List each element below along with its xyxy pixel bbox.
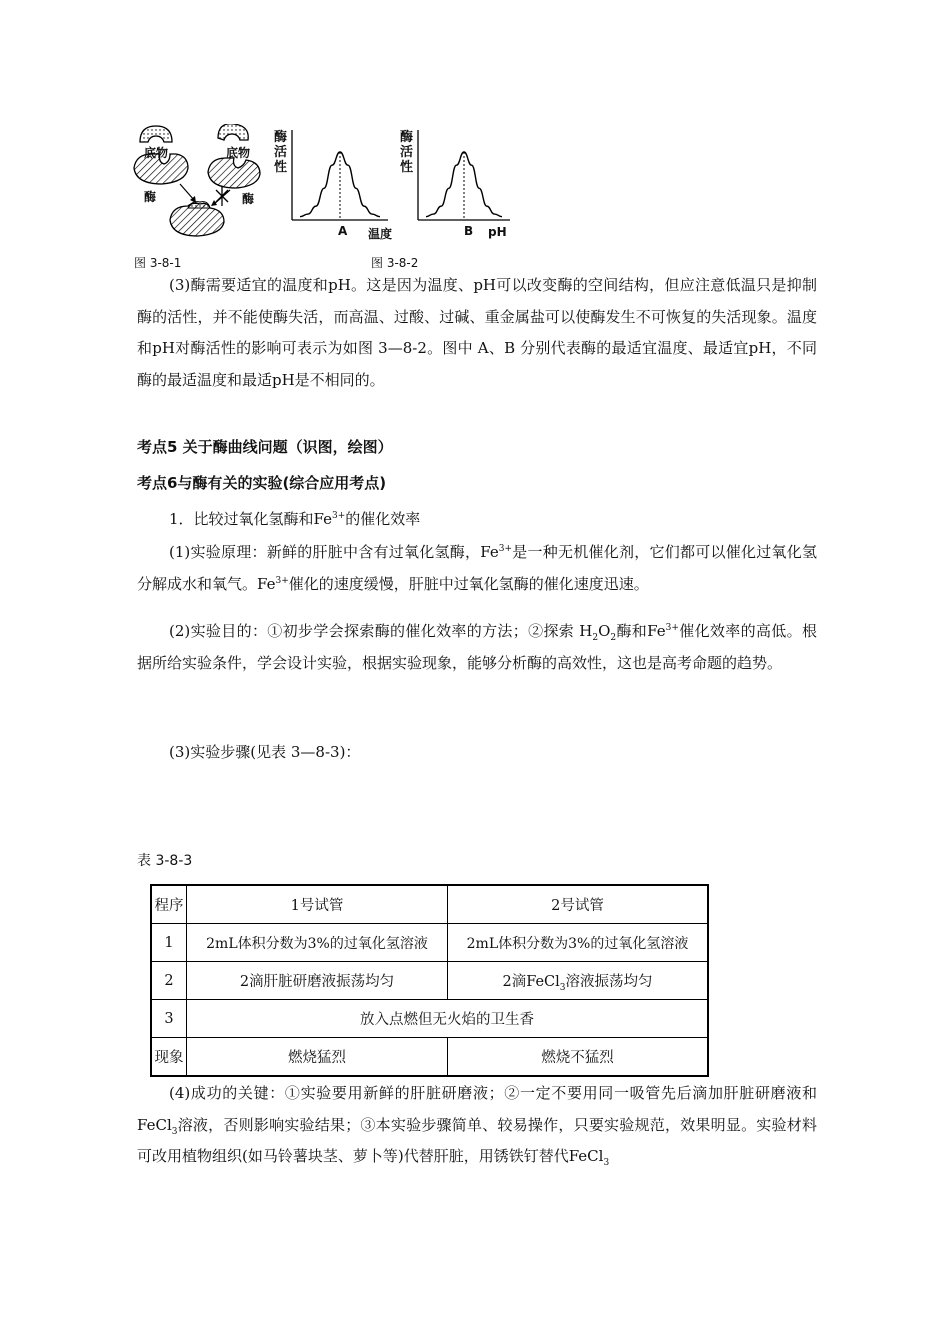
ylabel-chart-2: 酶活性 <box>400 130 414 175</box>
table-cell: 3 <box>151 1000 187 1038</box>
key-sub-1: 3 <box>171 1126 178 1137</box>
principle-text-c: 催化的速度缓慢，肝脏中过氧化氢酶的催化速度迅速。 <box>288 574 649 593</box>
purpose-sup-1: 3+ <box>665 623 679 633</box>
enzyme-label-1: 酶 <box>144 190 157 204</box>
substrate-shape-1 <box>140 126 172 142</box>
key-sub-2: 3 <box>603 1158 610 1168</box>
table-cell: 2 <box>151 962 187 1000</box>
table-cell: 放入点燃但无火焰的卫生香 <box>187 1000 709 1038</box>
principle-sup-1: 3+ <box>498 544 512 554</box>
xlabel-ph: pH <box>488 225 507 239</box>
paragraph-steps-intro <box>137 737 817 769</box>
purpose-sub-1: 2 <box>592 633 599 643</box>
item-1-title-text: 1．比较过氧化氢酶和Fe <box>169 510 333 528</box>
principle-sup-2: 3+ <box>275 575 289 586</box>
paragraph-purpose <box>137 616 817 679</box>
peak-label-a: A <box>338 224 348 238</box>
chart-ph <box>418 130 510 220</box>
enzyme-shape-2 <box>208 158 260 188</box>
xlabel-temperature: 温度 <box>368 227 393 241</box>
table-cell: 燃烧不猛烈 <box>448 1038 709 1077</box>
purpose-sub-2: 2 <box>610 633 617 643</box>
item-1-sup: 3+ <box>332 511 346 521</box>
purpose-text-d: 催化效率的高低。根据所给实验条件，学会设计实验，根据实验现象，能够分析酶的高效性，这也是高考命题的趋势。 <box>137 622 817 672</box>
table-cell: 现象 <box>151 1038 187 1077</box>
figure-caption-3-8-1: 图 3-8-1 <box>134 256 182 270</box>
table-cell: 2滴肝脏研磨液振荡均匀 <box>187 962 448 1000</box>
substrate-label-1: 底物 <box>144 146 169 160</box>
paragraph-3-temperature-ph <box>137 270 817 396</box>
figure-caption-3-8-2: 图 3-8-2 <box>371 256 419 270</box>
table-title: 表 3-8-3 <box>137 853 193 869</box>
table-cell: 燃烧猛烈 <box>187 1038 448 1077</box>
steps-intro-text: (3)实验步骤(见表 3—8-3)： <box>169 743 361 761</box>
table-row <box>151 1038 708 1077</box>
table-cell: 程序 <box>151 885 187 924</box>
fecl3-tail: 溶液振荡均匀 <box>565 974 653 990</box>
substrate-shape-2 <box>218 124 248 140</box>
figure-3-8-2 <box>272 126 512 244</box>
purpose-text-b: O <box>598 622 611 640</box>
principle-text-a: (1)实验原理：新鲜的肝脏中含有过氧化氢酶，Fe <box>169 543 499 561</box>
paragraph-principle <box>137 537 817 600</box>
purpose-text-c: 酶和Fe <box>616 622 666 640</box>
table-cell: 2号试管 <box>448 885 709 924</box>
table-cell: 2mL体积分数为3%的过氧化氢溶液 <box>187 924 448 962</box>
ylabel-chart-1: 酶活性 <box>274 130 288 175</box>
principle-text-b: 是一种无机催化剂，它们都可以催化过氧化氢分解成水和氧气。Fe <box>137 543 817 593</box>
experiment-steps-table <box>150 884 709 1077</box>
peak-label-b: B <box>464 224 474 238</box>
table-cell: 2mL体积分数为3%的过氧化氢溶液 <box>448 924 709 962</box>
heading-kaodian-5: 考点5 关于酶曲线问题（识图，绘图） <box>137 438 393 456</box>
purpose-text-a: (2)实验目的：①初步学会探索酶的催化效率的方法；②探索 H <box>169 622 593 640</box>
arrow-1 <box>180 184 194 200</box>
chart-temperature <box>292 130 388 220</box>
table-row <box>151 962 708 1000</box>
table-row <box>151 1000 708 1038</box>
fecl3-text: 2滴FeCl <box>502 974 560 990</box>
key-text-a: (4)成功的关键：①实验要用新鲜的肝脏研磨液；②一定不要用同一吸管先后滴加肝脏研磨液和FeCl <box>137 1084 817 1134</box>
paragraph-3-text: (3)酶需要适宜的温度和pH。这是因为温度、pH可以改变酶的空间结构，但应注意低温只是抑制酶的活性，并不能使酶失活，而高温、过酸、过碱、重金属盐可以使酶发生不可恢复的失活现象。温度和pH对酶活性的影响可表示为如图 3—8-2。图中 A、B 分别代表酶的最适宜温度、最适宜pH，不同酶的最适温度和最适pH是不相同的。 <box>137 276 817 389</box>
key-text-b: 溶液，否则影响实验结果；③本实验步骤简单、较易操作，只要实验规范，效果明显。实验材料可改用植物组织(如马铃薯块茎、萝卜等)代替肝脏，用锈铁钉替代FeCl <box>137 1115 817 1165</box>
enzyme-label-2: 酶 <box>242 192 255 206</box>
table-cell: 1 <box>151 924 187 962</box>
table-row <box>151 924 708 962</box>
substrate-label-2: 底物 <box>226 146 251 160</box>
table-cell <box>448 962 709 1000</box>
table-cell: 1号试管 <box>187 885 448 924</box>
table-header-row <box>151 885 708 924</box>
fecl3-sub: 3 <box>559 982 566 993</box>
item-1-title-tail: 的催化效率 <box>345 510 421 528</box>
item-1-title <box>137 504 817 536</box>
figure-3-8-1 <box>130 124 270 244</box>
bound-substrate <box>188 202 210 208</box>
heading-kaodian-6: 考点6与酶有关的实验(综合应用考点) <box>137 474 387 492</box>
enzyme-diagram-svg <box>130 124 270 244</box>
paragraph-key <box>137 1078 817 1173</box>
